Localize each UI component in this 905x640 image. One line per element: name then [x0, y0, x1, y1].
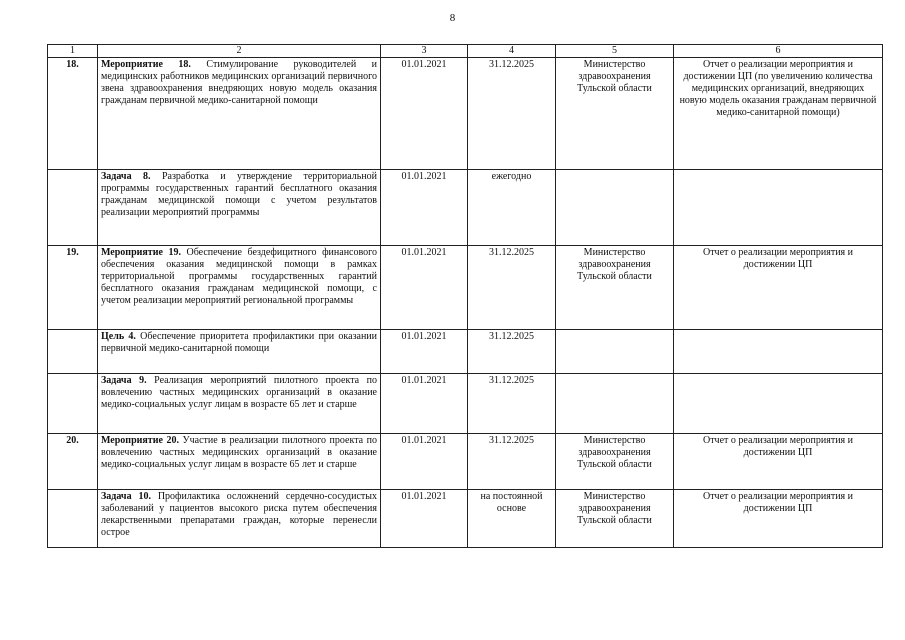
- row-number: [48, 170, 98, 246]
- row-description: [98, 58, 381, 170]
- row-description: [98, 374, 381, 434]
- row-text: Реализация мероприятий пилотного проекта по вовлечению частных медицинских организаций в оказание медико-социальных услуг лицам в возрасте 65 лет и старше: [101, 375, 378, 410]
- row-result: Отчет о реализации мероприятия и достижении ЦП: [674, 434, 883, 490]
- row-number: 18.: [48, 58, 98, 170]
- row-label: Мероприятие 19.: [101, 247, 181, 258]
- plan-table: [47, 44, 883, 548]
- row-start-date: 01.01.2021: [381, 246, 468, 330]
- row-text: Разработка и утверждение территориальной программы государственных гарантий бесплатного оказания гражданам медицинской помощи с учетом результатов реализации мероприятий программы: [101, 171, 378, 218]
- row-start-date: 01.01.2021: [381, 434, 468, 490]
- table-row: [48, 434, 883, 490]
- row-number: 20.: [48, 434, 98, 490]
- column-header: 3: [381, 45, 468, 58]
- row-end-date: 31.12.2025: [468, 246, 556, 330]
- row-number: [48, 330, 98, 374]
- column-header: 1: [48, 45, 98, 58]
- row-executor: Министерство здравоохранения Тульской области: [556, 490, 674, 548]
- row-label: Мероприятие 20.: [101, 435, 179, 446]
- row-end-date: 31.12.2025: [468, 330, 556, 374]
- row-description: [98, 490, 381, 548]
- table-row: [48, 58, 883, 170]
- row-start-date: 01.01.2021: [381, 330, 468, 374]
- row-description: [98, 170, 381, 246]
- row-start-date: 01.01.2021: [381, 490, 468, 548]
- row-label: Цель 4.: [101, 331, 136, 342]
- row-label: Задача 8.: [101, 171, 151, 182]
- row-end-date: ежегодно: [468, 170, 556, 246]
- row-start-date: 01.01.2021: [381, 170, 468, 246]
- row-number: 19.: [48, 246, 98, 330]
- row-label: Задача 9.: [101, 375, 147, 386]
- row-result: Отчет о реализации мероприятия и достижении ЦП (по увеличению количества медицинских организаций, внедряющих новую модель оказания гражданам первичной медико-санитарной помощи): [674, 58, 883, 170]
- row-executor: [556, 170, 674, 246]
- row-text: Обеспечение бездефицитного финансового обеспечения оказания медицинской помощи в рамках территориальной программы государственных гарантий бесплатного оказания гражданам медицинской помощи, с учетом реализации мероприятий региональной программы: [101, 247, 377, 306]
- row-number: [48, 374, 98, 434]
- page-number: 8: [449, 12, 456, 24]
- column-header: 6: [674, 45, 883, 58]
- column-header: 2: [98, 45, 381, 58]
- row-executor: Министерство здравоохранения Тульской области: [556, 58, 674, 170]
- row-text: Стимулирование руководителей и медицинских работников медицинских организаций первичного звена здравоохранения внедряющих новую модель оказания гражданам первичной медико-санитарной помощи: [101, 59, 378, 106]
- column-header: 5: [556, 45, 674, 58]
- row-end-date: на постоянной основе: [468, 490, 556, 548]
- row-description: [98, 246, 381, 330]
- row-start-date: 01.01.2021: [381, 374, 468, 434]
- row-label: Мероприятие 18.: [101, 59, 191, 70]
- row-result: [674, 170, 883, 246]
- row-text: Обеспечение приоритета профилактики при оказании первичной медико-санитарной помощи: [101, 331, 378, 354]
- row-text: Участие в реализации пилотного проекта по вовлечению частных медицинских организаций в оказание медико-социальных услуг лицам в возрасте 65 лет и старше: [101, 435, 378, 470]
- row-end-date: 31.12.2025: [468, 58, 556, 170]
- row-executor: [556, 374, 674, 434]
- row-end-date: 31.12.2025: [468, 434, 556, 490]
- row-description: [98, 330, 381, 374]
- row-description: [98, 434, 381, 490]
- row-number: [48, 490, 98, 548]
- row-end-date: 31.12.2025: [468, 374, 556, 434]
- row-label: Задача 10.: [101, 491, 151, 502]
- table-row: [48, 374, 883, 434]
- row-executor: Министерство здравоохранения Тульской области: [556, 246, 674, 330]
- row-result: Отчет о реализации мероприятия и достижении ЦП: [674, 490, 883, 548]
- table-row: [48, 490, 883, 548]
- table-header-row: [48, 45, 883, 58]
- table-row: [48, 246, 883, 330]
- row-result: Отчет о реализации мероприятия и достижении ЦП: [674, 246, 883, 330]
- row-start-date: 01.01.2021: [381, 58, 468, 170]
- row-result: [674, 374, 883, 434]
- table-row: [48, 330, 883, 374]
- table-row: [48, 170, 883, 246]
- column-header: 4: [468, 45, 556, 58]
- row-executor: [556, 330, 674, 374]
- row-executor: Министерство здравоохранения Тульской области: [556, 434, 674, 490]
- row-text: Профилактика осложнений сердечно-сосудистых заболеваний у пациентов высокого риска путем обеспечения лекарственными препаратами граждан, которые перенесли острое: [101, 491, 378, 538]
- row-result: [674, 330, 883, 374]
